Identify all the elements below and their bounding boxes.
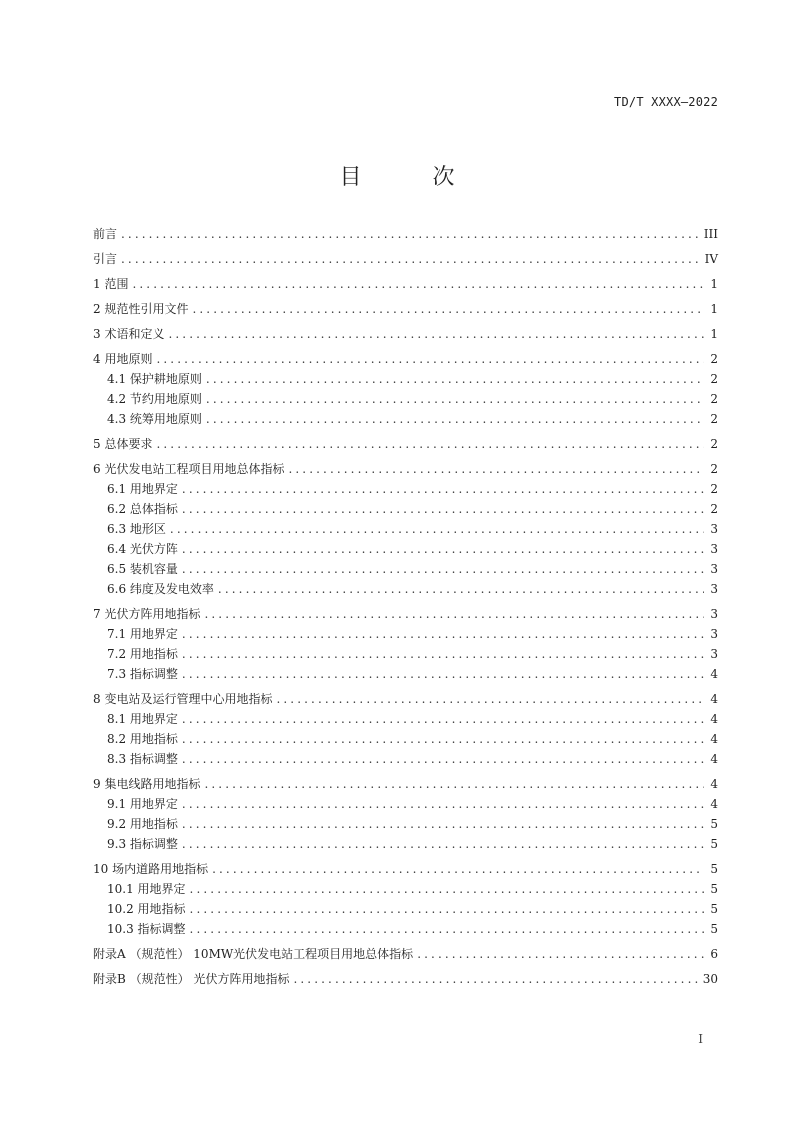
toc-leader-dots — [212, 859, 704, 879]
toc-entry-label: 引言 — [93, 252, 118, 266]
toc-entry-label: 3 术语和定义 — [93, 327, 165, 341]
toc-leader-dots — [206, 369, 704, 389]
toc-entry-page: 4 — [710, 777, 718, 791]
toc-entry-page: 1 — [710, 327, 718, 341]
toc-entry-page: 3 — [710, 582, 718, 596]
toc-entry-label: 10.3 指标调整 — [107, 922, 186, 936]
toc-leader-dots — [132, 274, 704, 294]
toc-entry-page: 5 — [710, 817, 718, 831]
toc-entry-label: 1 范围 — [93, 277, 129, 291]
toc-entry-label: 5 总体要求 — [93, 437, 153, 451]
toc-entry-label: 9.2 用地指标 — [107, 817, 178, 831]
toc-entry-page: 6 — [710, 947, 718, 961]
toc-leader-dots — [182, 709, 704, 729]
toc-entry-label: 6 光伏发电站工程项目用地总体指标 — [93, 462, 285, 476]
toc-entry[interactable] — [93, 944, 718, 964]
toc-entry-page: 3 — [710, 522, 718, 536]
toc-leader-dots — [182, 644, 704, 664]
toc-leader-dots — [182, 664, 704, 684]
toc-entry-page: 2 — [710, 392, 718, 406]
toc-entry-page: 5 — [710, 882, 718, 896]
toc-leader-dots — [182, 794, 704, 814]
toc-subentry[interactable] — [93, 834, 718, 854]
toc-entry-page: 4 — [710, 732, 718, 746]
toc-leader-dots — [206, 389, 704, 409]
toc-entry-label: 附录B （规范性） 光伏方阵用地指标 — [93, 972, 290, 986]
toc-leader-dots — [206, 409, 704, 429]
toc-entry-label: 9 集电线路用地指标 — [93, 777, 201, 791]
toc-entry-label: 7.3 指标调整 — [107, 667, 178, 681]
toc-entry[interactable] — [93, 459, 718, 479]
toc-entry-label: 前言 — [93, 227, 118, 241]
toc-leader-dots — [121, 249, 701, 269]
toc-subentry[interactable] — [93, 479, 718, 499]
toc-entry-page: 2 — [710, 482, 718, 496]
toc-leader-dots — [190, 919, 704, 939]
toc-entry-label: 6.3 地形区 — [107, 522, 166, 536]
toc-entry-page: 4 — [710, 752, 718, 766]
toc-leader-dots — [192, 299, 704, 319]
toc-entry[interactable] — [93, 249, 718, 269]
toc-entry-label: 6.6 纬度及发电效率 — [107, 582, 214, 596]
toc-subentry[interactable] — [93, 519, 718, 539]
toc-entry-page: 30 — [702, 972, 718, 986]
toc-subentry[interactable] — [93, 814, 718, 834]
toc-entry-page: 2 — [710, 412, 718, 426]
toc-subentry[interactable] — [93, 729, 718, 749]
toc-entry-label: 7 光伏方阵用地指标 — [93, 607, 201, 621]
toc-entry-page: 5 — [710, 902, 718, 916]
toc-entry-label: 4.1 保护耕地原则 — [107, 372, 202, 386]
toc-leader-dots — [182, 499, 704, 519]
toc-leader-dots — [417, 944, 704, 964]
toc-subentry[interactable] — [93, 644, 718, 664]
toc-entry[interactable] — [93, 774, 718, 794]
toc-leader-dots — [170, 519, 704, 539]
toc-leader-dots — [182, 539, 704, 559]
toc-entry[interactable] — [93, 859, 718, 879]
toc-entry-page: 4 — [710, 692, 718, 706]
toc-entry-label: 4.3 统筹用地原则 — [107, 412, 202, 426]
toc-entry-page: 2 — [710, 437, 718, 451]
toc-subentry[interactable] — [93, 624, 718, 644]
toc-subentry[interactable] — [93, 664, 718, 684]
toc-entry-label: 9.1 用地界定 — [107, 797, 178, 811]
toc-entry-label: 6.5 装机容量 — [107, 562, 178, 576]
toc-entry-label: 4.2 节约用地原则 — [107, 392, 202, 406]
toc-entry-page: 2 — [710, 372, 718, 386]
toc-entry-label: 4 用地原则 — [93, 352, 153, 366]
toc-entry-label: 8 变电站及运行管理中心用地指标 — [93, 692, 273, 706]
toc-leader-dots — [182, 814, 704, 834]
toc-entry-label: 6.1 用地界定 — [107, 482, 178, 496]
toc-entry-label: 2 规范性引用文件 — [93, 302, 189, 316]
toc-entry-page: 3 — [710, 647, 718, 661]
toc-leader-dots — [218, 579, 704, 599]
document-code: TD/T XXXX—2022 — [614, 95, 718, 109]
toc-entry-page: 5 — [710, 837, 718, 851]
toc-entry-page: IV — [704, 252, 718, 266]
toc-leader-dots — [276, 689, 704, 709]
toc-entry[interactable] — [93, 299, 718, 319]
toc-subentry[interactable] — [93, 794, 718, 814]
toc-entry-label: 6.2 总体指标 — [107, 502, 178, 516]
toc-subentry[interactable] — [93, 389, 718, 409]
toc-subentry[interactable] — [93, 879, 718, 899]
toc-entry-page: 3 — [710, 607, 718, 621]
toc-leader-dots — [190, 899, 704, 919]
toc-subentry[interactable] — [93, 559, 718, 579]
toc-entry-page: 5 — [710, 922, 718, 936]
toc-leader-dots — [182, 559, 704, 579]
toc-entry-page: 1 — [710, 277, 718, 291]
toc-leader-dots — [156, 349, 704, 369]
toc-leader-dots — [168, 324, 704, 344]
toc-entry-label: 8.2 用地指标 — [107, 732, 178, 746]
toc-subentry[interactable] — [93, 919, 718, 939]
toc-subentry[interactable] — [93, 899, 718, 919]
toc-entry-page: 2 — [710, 352, 718, 366]
toc-leader-dots — [156, 434, 704, 454]
toc-entry-page: 4 — [710, 667, 718, 681]
toc-leader-dots — [293, 969, 698, 989]
toc-entry-page: 3 — [710, 562, 718, 576]
toc-leader-dots — [182, 749, 704, 769]
toc-leader-dots — [182, 729, 704, 749]
toc-subentry[interactable] — [93, 709, 718, 729]
toc-entry-page: 4 — [710, 797, 718, 811]
toc-entry-page: 4 — [710, 712, 718, 726]
toc-subentry[interactable] — [93, 579, 718, 599]
toc-leader-dots — [288, 459, 704, 479]
toc-entry-label: 6.4 光伏方阵 — [107, 542, 178, 556]
toc-subentry[interactable] — [93, 749, 718, 769]
toc-entry-page: 3 — [710, 542, 718, 556]
toc-entry-label: 8.3 指标调整 — [107, 752, 178, 766]
toc-entry[interactable] — [93, 349, 718, 369]
toc-entry-page: 1 — [710, 302, 718, 316]
toc-leader-dots — [204, 604, 704, 624]
toc-entry[interactable] — [93, 434, 718, 454]
page-title: 目 次 — [339, 165, 487, 190]
toc-entry-label: 9.3 指标调整 — [107, 837, 178, 851]
toc-entry[interactable] — [93, 224, 718, 244]
toc-leader-dots — [182, 479, 704, 499]
toc-leader-dots — [121, 224, 700, 244]
toc-leader-dots — [190, 879, 704, 899]
table-of-contents — [93, 219, 718, 989]
toc-entry-label: 7.1 用地界定 — [107, 627, 178, 641]
toc-entry-label: 8.1 用地界定 — [107, 712, 178, 726]
toc-subentry[interactable] — [93, 499, 718, 519]
toc-entry-page: 5 — [710, 862, 718, 876]
toc-entry[interactable] — [93, 969, 718, 989]
toc-entry-label: 附录A （规范性） 10MW光伏发电站工程项目用地总体指标 — [93, 947, 414, 961]
toc-subentry[interactable] — [93, 539, 718, 559]
toc-leader-dots — [182, 624, 704, 644]
toc-entry-label: 7.2 用地指标 — [107, 647, 178, 661]
toc-entry-label: 10.1 用地界定 — [107, 882, 186, 896]
toc-entry-page: 2 — [710, 502, 718, 516]
toc-leader-dots — [182, 834, 704, 854]
toc-entry-page: 3 — [710, 627, 718, 641]
toc-entry-page: III — [703, 227, 718, 241]
footer-page-number: I — [698, 1032, 703, 1046]
toc-entry-label: 10.2 用地指标 — [107, 902, 186, 916]
toc-subentry[interactable] — [93, 369, 718, 389]
toc-entry-page: 2 — [710, 462, 718, 476]
toc-entry[interactable] — [93, 324, 718, 344]
toc-entry-label: 10 场内道路用地指标 — [93, 862, 209, 876]
toc-entry[interactable] — [93, 604, 718, 624]
toc-subentry[interactable] — [93, 409, 718, 429]
toc-leader-dots — [204, 774, 704, 794]
toc-entry[interactable] — [93, 274, 718, 294]
toc-entry[interactable] — [93, 689, 718, 709]
